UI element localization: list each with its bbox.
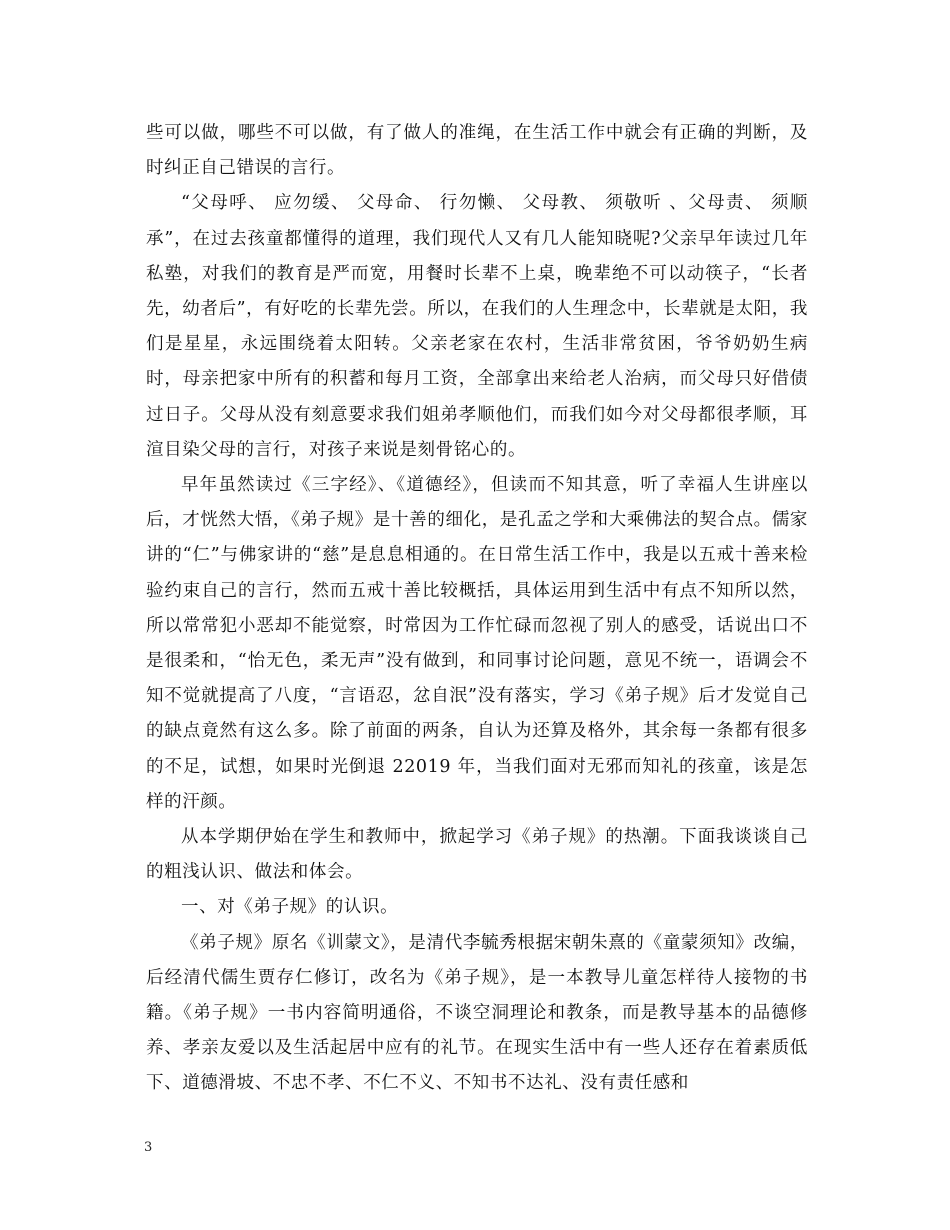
section-heading: 一、对《弟子规》的认识。 <box>181 897 399 918</box>
paragraph-1: 些可以做，哪些不可以做，有了做人的准绳，在生活工作中就会有正确的判断，及时纠正自己错误的言行。 <box>146 123 808 179</box>
document-body <box>146 116 808 1102</box>
paragraph-5: 《弟子规》原名《训蒙文》，是清代李毓秀根据宋朝朱熹的《童蒙须知》改编，后经清代儒生贾存仁修订，改名为《弟子规》，是一本教导儿童怎样待人接物的书籍。《弟子规》一书内容简明通俗，不谈空洞理论和教条，而是教导基本的品德修养、孝亲友爱以及生活起居中应有的礼节。在现实生活中有一些人还存在着素质低下、道德滑坡、不忠不孝、不仁不义、不知书不达礼、没有责任感和 <box>146 932 808 1094</box>
paragraph-4: 从本学期伊始在学生和教师中，掀起学习《弟子规》的热潮。下面我谈谈自己的粗浅认识、做法和体会。 <box>146 827 808 883</box>
paragraph-3: 早年虽然读过《三字经》、《道德经》，但读而不知其意，听了幸福人生讲座以后，才恍然大悟，《弟子规》是十善的细化，是孔孟之学和大乘佛法的契合点。儒家讲的“仁”与佛家讲的“慈”是息息相通的。在日常生活工作中，我是以五戒十善来检验约束自己的言行，然而五戒十善比较概括，具体运用到生活中有点不知所以然，所以常常犯小恶却不能觉察，时常因为工作忙碌而忽视了别人的感受，话说出口不是很柔和，“怡无色，柔无声”没有做到，和同事讨论问题，意见不统一，语调会不知不觉就提高了八度，“言语忍，忿自泯”没有落实，学习《弟子规》后才发觉自己的缺点竟然有这么多。除了前面的两条，自认为还算及格外，其余每一条都有很多的不足，试想，如果时光倒退 22019 年，当我们面对无邪而知礼的孩童，该是怎样的汗颜。 <box>146 475 808 812</box>
page-number: 3 <box>144 1140 153 1155</box>
paragraph-2: “父母呼、 应勿缓、 父母命、 行勿懒、 父母教、 须敬听 、父母责、 须顺承”，在过去孩童都懂得的道理，我们现代人又有几人能知晓呢?父亲早年读过几年私塾，对我们的教育是严而宽，用餐时长辈不上桌，晚辈绝不可以动筷子，“长者先，幼者后”，有好吃的长辈先尝。所以，在我们的人生理念中，长辈就是太阳，我们是星星，永远围绕着太阳转。父亲老家在农村，生活非常贫困，爷爷奶奶生病时，母亲把家中所有的积蓄和每月工资，全部拿出来给老人治病，而父母只好借债过日子。父母从没有刻意要求我们姐弟孝顺他们，而我们如今对父母都很孝顺，耳渲目染父母的言行，对孩子来说是刻骨铭心的。 <box>146 193 808 460</box>
